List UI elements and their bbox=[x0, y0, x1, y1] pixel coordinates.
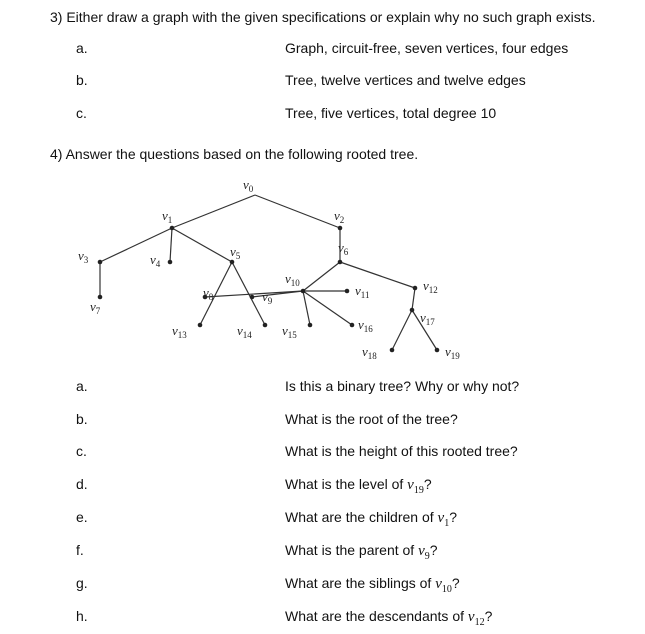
q4-g-question bbox=[285, 575, 460, 595]
q4-h-text: What are the descendants of bbox=[285, 608, 468, 624]
tree-label-v1: $v_1$ bbox=[162, 208, 173, 225]
q4-c-text: What is the height of this rooted tree? bbox=[285, 443, 518, 459]
q4-f-question bbox=[285, 542, 438, 562]
q4-b-letter: b. bbox=[76, 411, 88, 427]
tree-edge-v10-v15 bbox=[303, 291, 310, 325]
tree-edge-v1-v5 bbox=[172, 228, 232, 262]
tree-node-v19 bbox=[435, 348, 440, 353]
q3-a-text: Graph, circuit-free, seven vertices, four edges bbox=[285, 40, 569, 56]
tree-label-v18: $v_{18}$ bbox=[362, 344, 377, 361]
tree-node-v6 bbox=[338, 260, 343, 265]
tree-edge-v6-v12 bbox=[340, 262, 415, 288]
tree-node-v14 bbox=[263, 323, 268, 328]
q4-h-vertex: $v_{12}$ bbox=[467, 609, 485, 628]
tree-edge-v0-v1 bbox=[172, 195, 255, 228]
tree-label-v10: $v_{10}$ bbox=[285, 271, 300, 288]
tree-node-v9 bbox=[250, 295, 255, 300]
tree-label-v9: $v_9$ bbox=[262, 289, 273, 306]
q4-h-qmark: ? bbox=[484, 608, 493, 624]
q4-h-question bbox=[285, 608, 492, 628]
tree-label-v19: $v_{19}$ bbox=[445, 344, 460, 361]
q4-title: 4) Answer the questions based on the following rooted tree. bbox=[50, 146, 419, 162]
tree-label-v8: $v_8$ bbox=[203, 285, 214, 302]
tree-label-v7: $v_7$ bbox=[90, 299, 101, 316]
q4-d-qmark: ? bbox=[423, 476, 432, 492]
q3-a-letter: a. bbox=[76, 40, 88, 56]
tree-edges bbox=[100, 195, 437, 350]
tree-edge-v0-v2 bbox=[255, 195, 340, 228]
q4-e-vertex: $v_1$ bbox=[437, 510, 450, 529]
q4-d-question bbox=[285, 476, 432, 496]
q4-h-letter: h. bbox=[76, 608, 88, 624]
tree-edge-v1-v3 bbox=[100, 228, 172, 262]
q4-f-text: What is the parent of bbox=[285, 542, 419, 558]
q4-g-text: What are the siblings of bbox=[285, 575, 436, 591]
tree-label-v12: $v_{12}$ bbox=[423, 278, 438, 295]
tree-node-v7 bbox=[98, 295, 103, 300]
tree-node-v3 bbox=[98, 260, 103, 265]
q3-c-text: Tree, five vertices, total degree 10 bbox=[285, 105, 497, 121]
q4-f-letter: f. bbox=[76, 542, 84, 558]
tree-node-v1 bbox=[170, 226, 175, 231]
q4-d-text: What is the level of bbox=[285, 476, 408, 492]
tree-nodes bbox=[78, 177, 460, 361]
tree-edge-v17-v18 bbox=[392, 310, 412, 350]
tree-node-v16 bbox=[350, 323, 355, 328]
tree-node-v12 bbox=[413, 286, 418, 291]
q4-f-vertex: $v_9$ bbox=[418, 543, 430, 562]
q3-b-letter: b. bbox=[76, 72, 88, 88]
tree-node-v5 bbox=[230, 260, 235, 265]
q4-g-qmark: ? bbox=[451, 575, 460, 591]
q4-d-vertex: $v_{19}$ bbox=[407, 477, 424, 496]
q4-e-question bbox=[285, 509, 457, 529]
q4-e-text: What are the children of bbox=[285, 509, 438, 525]
q3-title: 3) Either draw a graph with the given specifications or explain why no such graph exists. bbox=[50, 9, 596, 25]
tree-edge-v6-v10 bbox=[303, 262, 340, 291]
tree-label-v14: $v_{14}$ bbox=[237, 323, 252, 340]
tree-node-v15 bbox=[308, 323, 313, 328]
tree-label-v2: $v_2$ bbox=[334, 208, 345, 225]
q4-e-letter: e. bbox=[76, 509, 88, 525]
tree-node-v18 bbox=[390, 348, 395, 353]
tree-label-v0: $v_0$ bbox=[243, 177, 254, 194]
tree-label-v17: $v_{17}$ bbox=[420, 310, 435, 327]
tree-edge-v12-v17 bbox=[412, 288, 415, 310]
q4-e-qmark: ? bbox=[449, 509, 457, 525]
q4-d-letter: d. bbox=[76, 476, 88, 492]
q4-b-text: What is the root of the tree? bbox=[285, 411, 458, 427]
tree-label-v4: $v_4$ bbox=[150, 252, 161, 269]
q4-a-text: Is this a binary tree? Why or why not? bbox=[285, 378, 520, 394]
tree-node-v2 bbox=[338, 226, 343, 231]
tree-label-v11: $v_{11}$ bbox=[355, 283, 370, 300]
q4-c-letter: c. bbox=[76, 443, 87, 459]
tree-node-v13 bbox=[198, 323, 203, 328]
tree-node-v11 bbox=[345, 289, 350, 294]
tree-label-v13: $v_{13}$ bbox=[172, 323, 187, 340]
tree-node-v10 bbox=[301, 289, 306, 294]
q3-b-text: Tree, twelve vertices and twelve edges bbox=[285, 72, 526, 88]
q4-a-letter: a. bbox=[76, 378, 88, 394]
q4-f-qmark: ? bbox=[429, 542, 438, 558]
q4-g-letter: g. bbox=[76, 575, 88, 591]
q4-g-vertex: $v_{10}$ bbox=[435, 576, 452, 595]
q3-c-letter: c. bbox=[76, 105, 87, 121]
tree-edge-v10-v16 bbox=[303, 291, 352, 325]
tree-edge-v1-v4 bbox=[170, 228, 172, 262]
tree-label-v3: $v_3$ bbox=[78, 248, 89, 265]
tree-node-v17 bbox=[410, 308, 415, 313]
tree-label-v15: $v_{15}$ bbox=[282, 323, 297, 340]
tree-label-v6: $v_6$ bbox=[338, 240, 349, 257]
tree-label-v5: $v_5$ bbox=[230, 244, 241, 261]
tree-node-v4 bbox=[168, 260, 173, 265]
tree-label-v16: $v_{16}$ bbox=[358, 317, 373, 334]
